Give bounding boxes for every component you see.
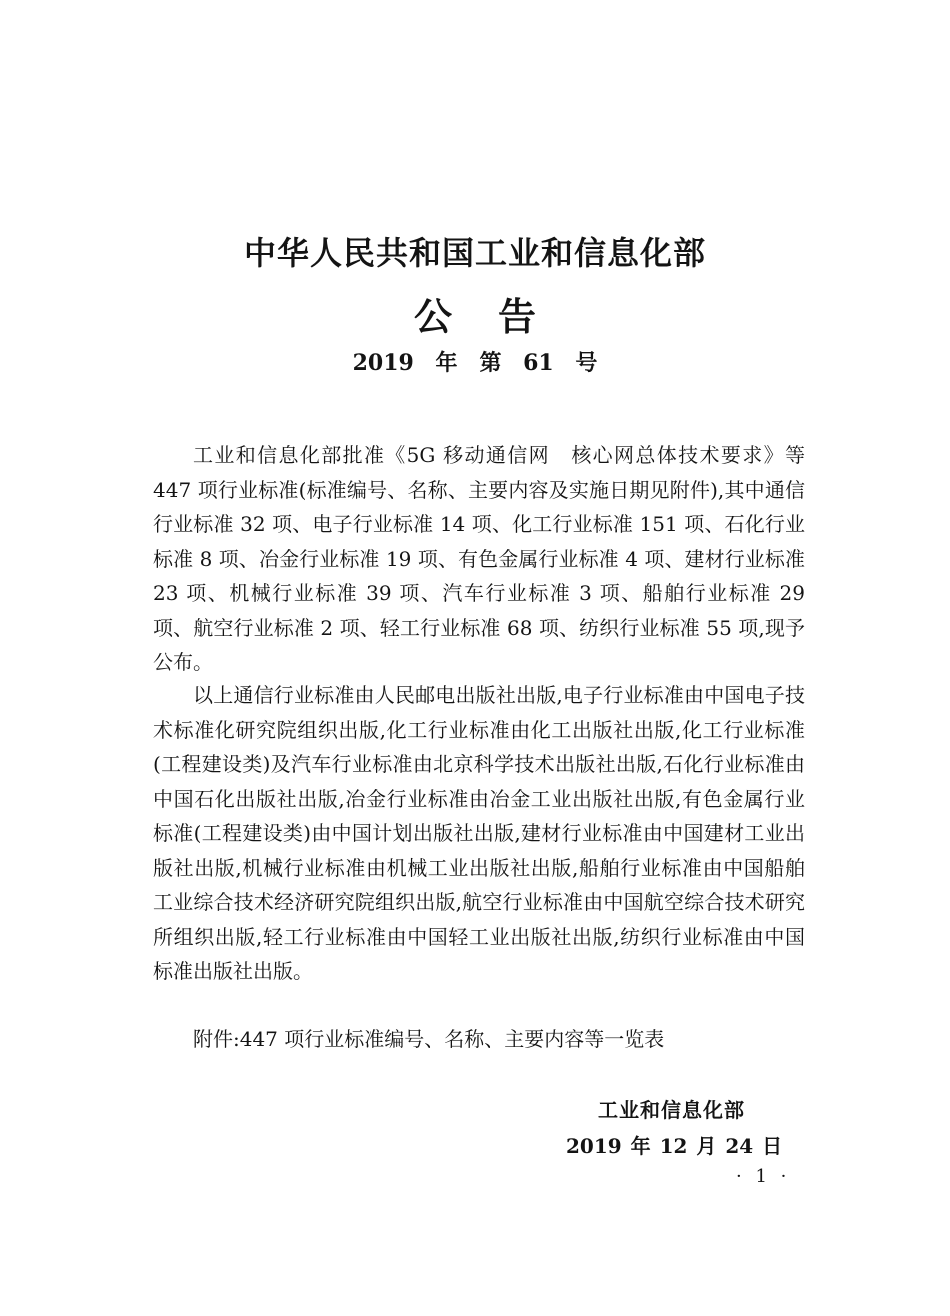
signature-date: 2019 年 12 月 24 日 (566, 1134, 783, 1158)
page-number: · 1 · (736, 1166, 791, 1187)
body-paragraph-publishers: 以上通信行业标准由人民邮电出版社出版,电子行业标准由中国电子技术标准化研究院组织出版,化工行业标准由化工出版社出版,化工行业标准(工程建设类)及汽车行业标准由北京科学技术出版社出版,石化行业标准由中国石化出版社出版,冶金行业标准由冶金工业出版社出版,有色金属行业标准(工程建设类)由中国计划出版社出版,建材行业标准由中国建材工业出版社出版,机械行业标准由机械工业出版社出版,船舶行业标准由中国船舶工业综合技术经济研究院组织出版,航空行业标准由中国航空综合技术研究所组织出版,轻工行业标准由中国轻工业出版社出版,纺织行业标准由中国标准出版社出版。 (153, 683, 805, 983)
issue-number: 2019 年 第 61 号 (352, 350, 598, 376)
signature-organization: 工业和信息化部 (598, 1098, 745, 1122)
ministry-title: 中华人民共和国工业和信息化部 (243, 234, 706, 272)
announcement-title: 公告 (413, 295, 582, 339)
body-paragraph-attachment: 附件:447 项行业标准编号、名称、主要内容等一览表 (193, 1027, 665, 1051)
body-paragraph-approval: 工业和信息化部批准《5G 移动通信网 核心网总体技术要求》等 447 项行业标准(标准编号、名称、主要内容及实施日期见附件),其中通信行业标准 32 项、电子行业标准 14 项、化工行业标准 151 项、石化行业标准 8 项、冶金行业标准 19 项、有色金属行业标准 4 项、建材行业标准 23 项、机械行业标准 39 项、汽车行业标准 3 项、船舶行业标准 29 项、航空行业标准 2 项、轻工行业标准 68 项、纺织行业标准 55 项,现予公布。 (153, 443, 805, 674)
